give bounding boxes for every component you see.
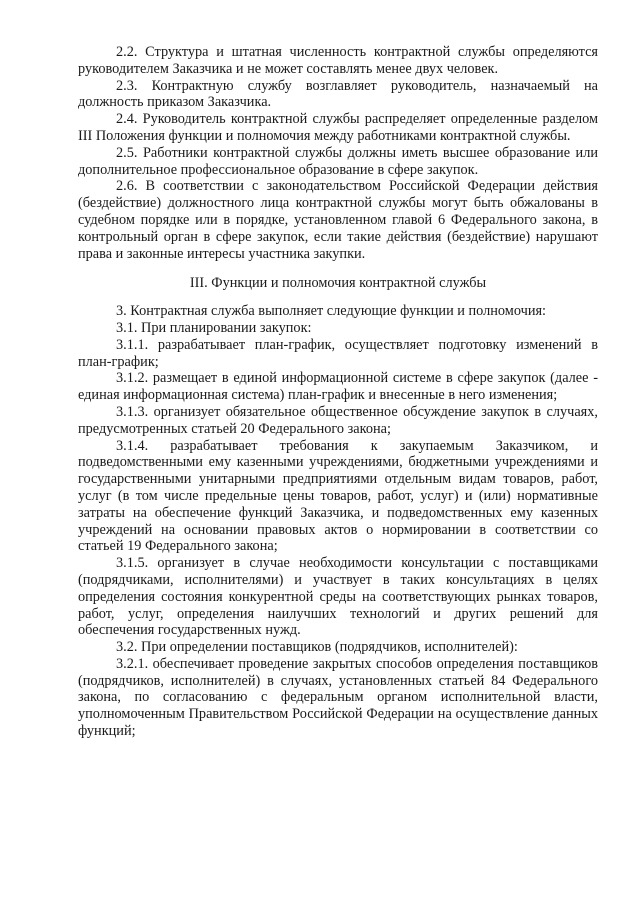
paragraph-3-2-1: 3.2.1. обеспечивает проведение закрытых способов определения поставщиков (подрядчиков, исполнителей) в случаях, установленных статьей 84 Федерального закона, по согласованию с федеральным органом исполнительной власти, уполномоченным Правительством Российской Федерации на осуществление данных функций; [78, 655, 598, 740]
paragraph-2-4: 2.4. Руководитель контрактной службы распределяет определенные разделом III Положения функции и полномочия между работниками контрактной службы. [78, 111, 598, 144]
paragraph-3-1-5: 3.1.5. организует в случае необходимости консультации с поставщиками (подрядчиками, исполнителями) и участвует в таких консультациях в целях определения состояния конкурентной среды на соответствующих рынках товаров, работ, услуг, определения наилучших технологий и других решений для обеспечения государственных нужд. [78, 555, 598, 639]
paragraph-2-5: 2.5. Работники контрактной службы должны иметь высшее образование или дополнительное профессиональное образование в сфере закупок. [78, 144, 598, 178]
paragraph-3-1-1: 3.1.1. разрабатывает план-график, осуществляет подготовку изменений в план-график; [78, 336, 598, 370]
paragraph-2-2: 2.2. Структура и штатная численность контрактной службы определяются руководителем Заказчика и не может составлять менее двух человек. [78, 44, 598, 77]
paragraph-3-1-3: 3.1.3. организует обязательное общественное обсуждение закупок в случаях, предусмотренных статьей 20 Федерального закона; [78, 403, 598, 437]
document-page [78, 44, 598, 740]
paragraph-2-6: 2.6. В соответствии с законодательством Российской Федерации действия (бездействие) должностного лица контрактной службы могут быть обжалованы в судебном порядке или в порядке, установленном главой 6 Федерального закона, в контрольный орган в сфере закупок, если такие действия (бездействие) нарушают права и законные интересы участника закупки. [78, 178, 598, 262]
paragraph-3-1-2: 3.1.2. размещает в единой информационной системе в сфере закупок (далее - единая информационная система) план-график и внесенные в него изменения; [78, 370, 598, 404]
paragraph-3-2: 3.2. При определении поставщиков (подрядчиков, исполнителей): [116, 639, 518, 656]
section-heading: III. Функции и полномочия контрактной службы [189, 275, 487, 292]
paragraph-3-1: 3.1. При планировании закупок: [116, 319, 312, 336]
paragraph-3-1-4: 3.1.4. разрабатывает требования к закупаемым Заказчиком, и подведомственными ему казенными учреждениями, бюджетными учреждениями и государственными унитарными предприятиями отдельным видам товаров, работ, услуг (в том числе предельные цены товаров, работ, услуг) и (или) нормативные затраты на обеспечение функций Заказчика, и подведомственных ему казенных учреждений на основании правовых актов о нормировании в соответствии со статьей 19 Федерального закона; [78, 437, 598, 555]
paragraph-3: 3. Контрактная служба выполняет следующие функции и полномочия: [116, 303, 547, 320]
paragraph-2-3: 2.3. Контрактную службу возглавляет руководитель, назначаемый на должность приказом Заказчика. [78, 77, 598, 111]
